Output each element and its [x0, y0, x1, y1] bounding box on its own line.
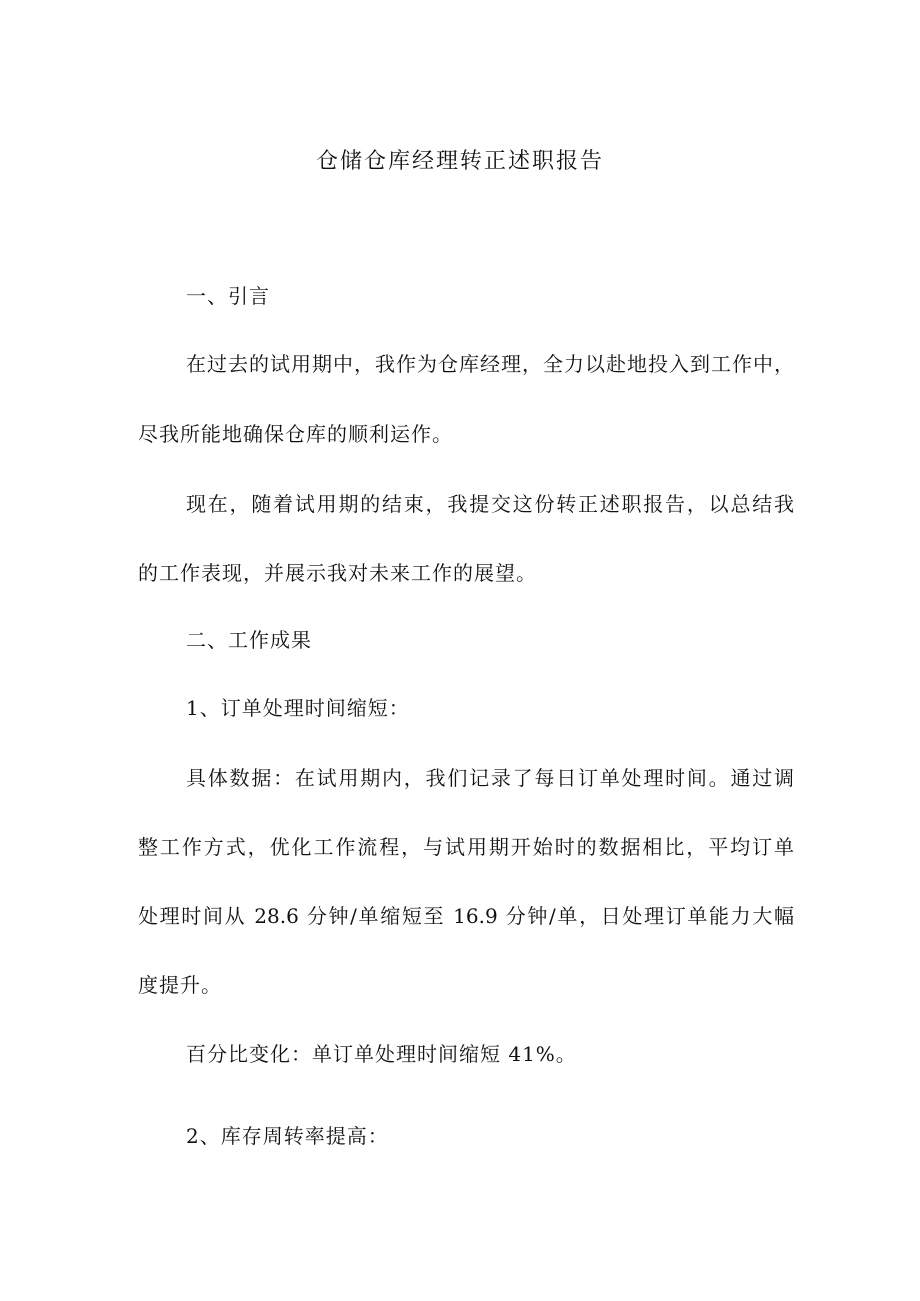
paragraph-line: 的工作表现，并展示我对未来工作的展望。	[138, 561, 537, 585]
paragraph-line: 具体数据：在试用期内，我们记录了每日订单处理时间。通过调	[186, 766, 794, 790]
paragraph-line: 在过去的试用期中，我作为仓库经理，全力以赴地投入到工作中，	[186, 352, 794, 376]
section-heading-intro: 一、引言	[186, 284, 270, 308]
paragraph-line: 处理时间从 28.6 分钟/单缩短至 16.9 分钟/单，日处理订单能力大幅	[138, 904, 794, 928]
paragraph-line: 尽我所能地确保仓库的顺利运作。	[138, 422, 453, 446]
paragraph-line: 度提升。	[138, 973, 222, 997]
item-heading: 1、订单处理时间缩短：	[186, 696, 410, 720]
item-heading: 2、库存周转率提高：	[186, 1124, 389, 1148]
page-title: 仓储仓库经理转正述职报告	[315, 149, 604, 174]
paragraph-line: 现在，随着试用期的结束，我提交这份转正述职报告，以总结我	[186, 492, 794, 516]
percentage-change: 百分比变化：单订单处理时间缩短 41%。	[186, 1042, 577, 1066]
section-heading-results: 二、工作成果	[186, 628, 312, 652]
paragraph-line: 整工作方式，优化工作流程，与试用期开始时的数据相比，平均订单	[138, 835, 794, 859]
